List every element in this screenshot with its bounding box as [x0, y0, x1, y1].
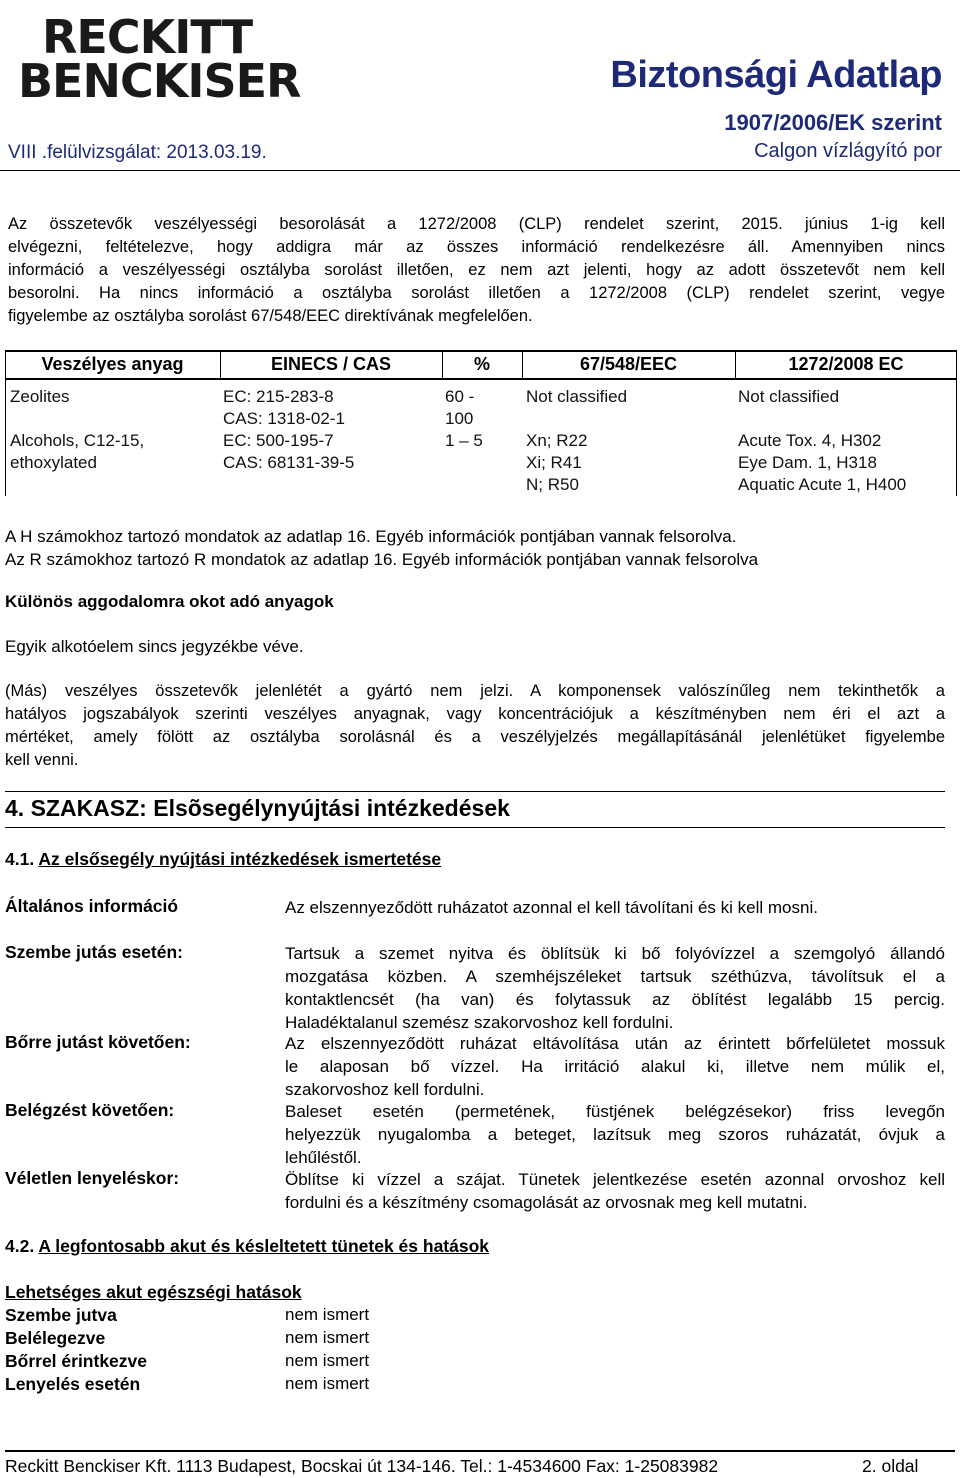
label-text: Szembe jutás esetén:	[5, 942, 183, 962]
first-aid-text-inhalation	[285, 1100, 945, 1169]
text-line: mozgatása közben. A szemhéjszéleket tartsuk széthúzva, távolítsuk el a	[285, 967, 945, 986]
table-divider	[220, 350, 221, 378]
text-line: Öblítse ki vízzel a szájat. Tünetek jelentkezése esetén azonnal orvoshoz kell	[285, 1170, 945, 1189]
section-rule-top	[5, 791, 945, 792]
revision-date: VIII .felülvizsgálat: 2013.03.19.	[8, 142, 267, 163]
h-statements-note: A H számokhoz tartozó mondatok az adatlap 16. Egyéb információk pontjában vannak felsorolva.	[5, 527, 737, 546]
table-cell: Not classified	[526, 387, 628, 406]
table-header	[5, 350, 957, 380]
intro-line: elvégezni, feltételezve, hogy addigra már az összes információ rendelkezésre áll. Amennyiben nincs	[8, 238, 945, 256]
paragraph-line: kell venni.	[5, 751, 79, 769]
table-divider	[735, 350, 736, 378]
text-line: szakorvoshoz kell fordulni.	[285, 1080, 485, 1099]
acute-label-eye: Szembe jutva	[5, 1305, 117, 1325]
text-line: Tartsuk a szemet nyitva és öblítsük ki bő folyóvízzel a szemgolyó állandó	[285, 944, 945, 963]
header-cell: EINECS / CAS	[270, 354, 392, 374]
paragraph-line: mértéket, amely fölött az osztályba sorolásnál és a veszélyjelzés megállapításánál jelenlétüket figyelembe	[5, 728, 945, 746]
subsection-4-2	[5, 1236, 489, 1257]
company-logo	[8, 6, 308, 106]
subsection-title: A legfontosabb akut és késleltetett tünetek és hatások	[38, 1236, 490, 1256]
table-cell: N; R50	[526, 475, 579, 494]
table-cell: Eye Dam. 1, H318	[738, 453, 877, 472]
table-divider	[522, 350, 523, 378]
first-aid-label-inhalation: Belégzést követően:	[5, 1100, 175, 1120]
table-cell: CAS: 1318-02-1	[223, 409, 345, 428]
first-aid-text-eye	[285, 942, 945, 1034]
subsection-number: 4.1.	[5, 849, 35, 869]
table-cell: 1 – 5	[445, 431, 483, 450]
svhc-heading: Különös aggodalomra okot adó anyagok	[5, 592, 334, 611]
text-line: le alaposan bő vízzel. Ha irritáció alakul ki, illetve nem múlik el,	[285, 1057, 945, 1076]
table-cell: EC: 500-195-7	[223, 431, 334, 450]
table-divider	[442, 350, 443, 378]
subsection-4-1	[5, 849, 441, 870]
subsection-number: 4.2.	[5, 1236, 35, 1256]
hazard-table	[5, 350, 957, 498]
intro-paragraph	[8, 213, 945, 328]
acute-value-ingestion: nem ismert	[285, 1374, 370, 1393]
first-aid-label-eye	[5, 942, 183, 963]
section-4-title: 4. SZAKASZ: Elsõsegélynyújtási intézkedések	[5, 795, 510, 821]
first-aid-text-general	[285, 896, 945, 919]
text-line: Az elszennyeződött ruházatot azonnal el kell távolítani és ki kell mosni.	[285, 898, 818, 917]
table-cell: Acute Tox. 4, H302	[738, 431, 882, 450]
text-line: Baleset esetén (permetének, füstjének belégzésekor) friss levegőn	[285, 1102, 945, 1121]
r-phrases-note: Az R számokhoz tartozó R mondatok az adatlap 16. Egyéb információk pontjában vannak felsorolva	[5, 550, 759, 569]
header-cell: Veszélyes anyag	[41, 354, 184, 374]
first-aid-label-ingestion: Véletlen lenyeléskor:	[5, 1168, 180, 1188]
table-cell: ethoxylated	[10, 453, 97, 472]
acute-value-skin: nem ismert	[285, 1351, 370, 1370]
text-line: fordulni és a készítmény csomagolását az orvosnak meg kell mutatni.	[285, 1193, 808, 1212]
header-cell: 1272/2008 EC	[788, 354, 904, 374]
paragraph-line: (Más) veszélyes összetevők jelenlétét a gyártó nem jelzi. A komponensek valószínűleg nem tekinthetők a	[5, 682, 945, 700]
intro-line: információ a veszélyességi osztályba sorolást illetően, ez nem azt jelenti, hogy az adott összetevőt nem kell	[8, 261, 945, 279]
logo-line-2: BENCKISER	[18, 54, 301, 108]
section-rule-bottom	[5, 827, 945, 828]
table-cell: Zeolites	[10, 387, 70, 406]
footer-divider	[5, 1450, 955, 1452]
footer-company: Reckitt Benckiser Kft. 1113 Budapest, Bocskai út 134-146. Tel.: 1-4534600 Fax: 1-25083982	[5, 1456, 719, 1476]
first-aid-text-skin	[285, 1032, 945, 1101]
acute-value-inhalation: nem ismert	[285, 1328, 370, 1347]
subsection-title: Az elsősegély nyújtási intézkedések ismertetése	[38, 849, 442, 869]
first-aid-text-ingestion	[285, 1168, 945, 1214]
first-aid-label-general: Általános információ	[5, 896, 179, 916]
product-name: Calgon vízlágyító por	[754, 140, 942, 162]
header-cell: 67/548/EEC	[579, 354, 678, 374]
document-title: Biztonsági Adatlap	[610, 54, 942, 96]
table-cell: 60 -	[445, 387, 475, 406]
acute-effects-heading: Lehetséges akut egészségi hatások	[5, 1282, 302, 1302]
paragraph-line: hatályos jogszabályok szerinti veszélyes anyagnak, vagy koncentrációjuk a készítményben nem éri el azt a	[5, 705, 945, 723]
table-cell: EC: 215-283-8	[223, 387, 334, 406]
table-cell: Not classified	[738, 387, 840, 406]
table-body	[5, 380, 957, 496]
text-line: helyezzük nyugalomba a beteget, lazítsuk meg szoros ruházatát, óvjuk a	[285, 1125, 945, 1144]
intro-line: Az összetevők veszélyességi besorolását a 1272/2008 (CLP) rendelet szerint, 2015. június 1-ig kell	[8, 215, 945, 233]
other-ingredients-paragraph	[5, 680, 945, 772]
intro-line: besorolni. Ha nincs információ a osztályba sorolást illetően a 1272/2008 (CLP) rendelet szerint, vegye	[8, 284, 945, 302]
table-cell: Aquatic Acute 1, H400	[738, 475, 907, 494]
table-cell: CAS: 68131-39-5	[223, 453, 355, 472]
intro-line: figyelembe az osztályba sorolást 67/548/EEC direktívának megfelelően.	[8, 307, 533, 325]
table-cell: 100	[445, 409, 474, 428]
header-cell: %	[473, 354, 490, 374]
table-cell: Xn; R22	[526, 431, 588, 450]
table-cell: Xi; R41	[526, 453, 582, 472]
text-line: lehűléstől.	[285, 1148, 362, 1167]
text-line: Az elszennyeződött ruházat eltávolítása után az érintett bőrfelületet mossuk	[285, 1034, 945, 1053]
text-line: kontaktlencsét (ha van) és folytassuk az öblítést legalább 15 percig.	[285, 990, 945, 1009]
acute-label-inhalation: Belélegezve	[5, 1328, 106, 1348]
regulation: 1907/2006/EK szerint	[724, 110, 942, 135]
first-aid-label-skin: Bőrre jutást követően:	[5, 1032, 191, 1052]
text-line: Haladéktalanul szemész szakorvoshoz kell fordulni.	[285, 1013, 674, 1032]
acute-label-skin: Bőrrel érintkezve	[5, 1351, 148, 1371]
acute-value-eye: nem ismert	[285, 1305, 370, 1324]
svhc-text: Egyik alkotóelem sincs jegyzékbe véve.	[5, 637, 304, 656]
acute-label-ingestion: Lenyelés esetén	[5, 1374, 141, 1394]
logo-line-1: RECKITT	[42, 10, 253, 64]
table-cell: Alcohols, C12-15,	[10, 431, 145, 450]
header-divider	[0, 170, 960, 171]
page-number: 2. oldal	[862, 1456, 919, 1476]
